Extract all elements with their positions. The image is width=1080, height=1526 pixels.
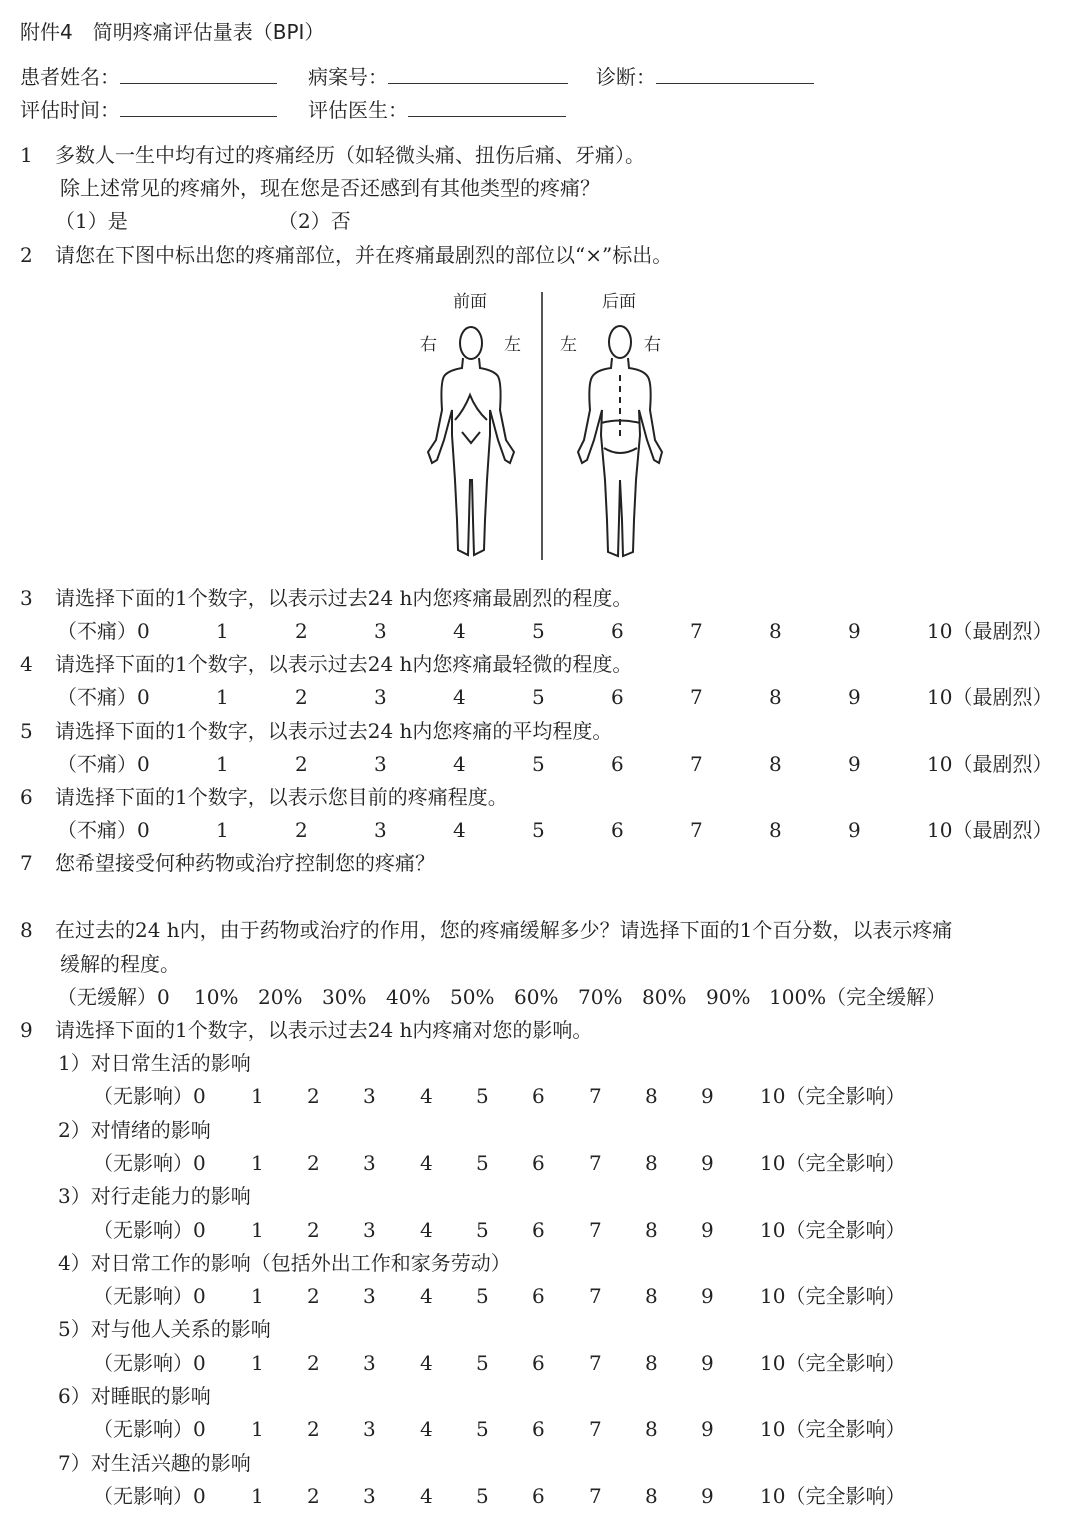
scale-option[interactable]: （无影响）0 <box>93 1351 206 1375</box>
scale-option[interactable]: 8 <box>645 1484 658 1508</box>
scale-option[interactable]: 1 <box>251 1417 264 1441</box>
scale-option[interactable]: 9 <box>848 752 861 776</box>
scale-option[interactable]: 6 <box>532 1417 545 1441</box>
scale-option[interactable]: 2 <box>307 1218 320 1242</box>
scale-option[interactable]: 6 <box>532 1284 545 1308</box>
q2-text: 请您在下图中标出您的疼痛部位，并在疼痛最剧烈的部位以“×”标出。 <box>55 243 673 267</box>
scale-option[interactable]: 10（完全影响） <box>760 1417 906 1441</box>
scale-option[interactable]: 80% <box>642 985 687 1009</box>
scale-option[interactable]: 9 <box>701 1151 714 1175</box>
scale-option[interactable]: 4 <box>420 1218 433 1242</box>
scale-option[interactable]: 60% <box>514 985 559 1009</box>
scale-option[interactable]: 30% <box>322 985 367 1009</box>
scale-option[interactable]: 1 <box>216 685 229 709</box>
scale-option[interactable]: 7 <box>589 1417 602 1441</box>
scale-option[interactable]: 7 <box>589 1284 602 1308</box>
scale-option[interactable]: （不痛）0 <box>57 752 150 776</box>
scale-option[interactable]: 2 <box>307 1417 320 1441</box>
q3-text: 请选择下面的1个数字，以表示过去24 h内您疼痛最剧烈的程度。 <box>55 586 633 610</box>
scale-option[interactable]: 20% <box>258 985 303 1009</box>
scale-option[interactable]: 2 <box>295 619 308 643</box>
scale-option[interactable]: 10（最剧烈） <box>927 818 1053 842</box>
scale-option[interactable]: 9 <box>701 1484 714 1508</box>
scale-option[interactable]: 4 <box>420 1484 433 1508</box>
scale-option[interactable]: 5 <box>532 685 545 709</box>
q9-item-label: 7）对生活兴趣的影响 <box>58 1451 251 1475</box>
scale-option[interactable]: 2 <box>307 1084 320 1108</box>
scale-option[interactable]: 8 <box>645 1218 658 1242</box>
scale-option[interactable]: 4 <box>420 1417 433 1441</box>
scale-option[interactable]: 10（完全影响） <box>760 1351 906 1375</box>
scale-option[interactable]: 5 <box>476 1351 489 1375</box>
q1-option-yes[interactable]: （1）是 <box>55 209 128 233</box>
q7-text: 您希望接受何种药物或治疗控制您的疼痛？ <box>55 851 435 875</box>
scale-option[interactable]: 2 <box>307 1284 320 1308</box>
scale-option[interactable]: 3 <box>363 1284 376 1308</box>
scale-option[interactable]: 4 <box>453 685 466 709</box>
scale-option[interactable]: 70% <box>578 985 623 1009</box>
scale-option[interactable]: 10（完全影响） <box>760 1151 906 1175</box>
q8-number: 8 <box>20 918 33 942</box>
scale-option[interactable]: 7 <box>690 685 703 709</box>
scale-option[interactable]: （不痛）0 <box>57 818 150 842</box>
q9-item-label: 1）对日常生活的影响 <box>58 1051 251 1075</box>
scale-option[interactable]: （无影响）0 <box>93 1084 206 1108</box>
back-label: 后面 <box>602 292 636 312</box>
case-number-label: 病案号： <box>308 65 388 89</box>
scale-option[interactable]: 6 <box>532 1484 545 1508</box>
scale-option[interactable]: 10（最剧烈） <box>927 752 1053 776</box>
scale-option[interactable]: 1 <box>251 1218 264 1242</box>
scale-option[interactable]: （无影响）0 <box>93 1151 206 1175</box>
q3-number: 3 <box>20 586 33 610</box>
scale-option[interactable]: 1 <box>216 752 229 776</box>
scale-option[interactable]: 3 <box>363 1351 376 1375</box>
scale-option[interactable]: 5 <box>476 1484 489 1508</box>
scale-option[interactable]: 7 <box>690 619 703 643</box>
scale-option[interactable]: 7 <box>690 752 703 776</box>
body-diagram[interactable] <box>400 280 700 570</box>
scale-option[interactable]: 9 <box>848 619 861 643</box>
scale-option[interactable]: 9 <box>701 1351 714 1375</box>
front-left-label: 左 <box>504 335 521 355</box>
scale-option[interactable]: 4 <box>453 818 466 842</box>
front-body-figure <box>428 327 514 555</box>
scale-option[interactable]: 90% <box>706 985 751 1009</box>
scale-option[interactable]: （无影响）0 <box>93 1284 206 1308</box>
scale-option[interactable]: 1 <box>216 818 229 842</box>
scale-option[interactable]: （不痛）0 <box>57 685 150 709</box>
q1-number: 1 <box>20 143 33 167</box>
scale-option[interactable]: 9 <box>848 818 861 842</box>
scale-option[interactable]: 5 <box>476 1417 489 1441</box>
scale-option[interactable]: 3 <box>363 1151 376 1175</box>
scale-option[interactable]: （无缓解）0 <box>57 985 170 1009</box>
q1-option-no[interactable]: （2）否 <box>278 209 351 233</box>
page-title: 附件4 简明疼痛评估量表（BPI） <box>20 20 325 44</box>
scale-option[interactable]: 8 <box>645 1417 658 1441</box>
patient-name-label: 患者姓名： <box>20 65 120 89</box>
scale-option[interactable]: 8 <box>769 685 782 709</box>
scale-option[interactable]: 5 <box>476 1151 489 1175</box>
scale-option[interactable]: 5 <box>476 1284 489 1308</box>
scale-option[interactable]: 5 <box>532 752 545 776</box>
scale-option[interactable]: 10（完全影响） <box>760 1484 906 1508</box>
q9-item-label: 3）对行走能力的影响 <box>58 1184 251 1208</box>
scale-option[interactable]: 8 <box>769 619 782 643</box>
scale-option[interactable]: 6 <box>532 1218 545 1242</box>
scale-option[interactable]: 9 <box>701 1417 714 1441</box>
scale-option[interactable]: 10（最剧烈） <box>927 619 1053 643</box>
scale-option[interactable]: 7 <box>589 1351 602 1375</box>
scale-option[interactable]: 7 <box>690 818 703 842</box>
scale-option[interactable]: 2 <box>295 685 308 709</box>
scale-option[interactable]: 4 <box>420 1151 433 1175</box>
scale-option[interactable]: 10（完全影响） <box>760 1084 906 1108</box>
scale-option[interactable]: 6 <box>532 1351 545 1375</box>
scale-option[interactable]: 3 <box>374 818 387 842</box>
scale-option[interactable]: 50% <box>450 985 495 1009</box>
diagnosis-field[interactable] <box>596 64 814 90</box>
scale-option[interactable]: 7 <box>589 1151 602 1175</box>
scale-option[interactable]: 6 <box>611 685 624 709</box>
scale-option[interactable]: 8 <box>645 1351 658 1375</box>
q6-text: 请选择下面的1个数字，以表示您目前的疼痛程度。 <box>55 785 508 809</box>
scale-option[interactable]: 7 <box>589 1084 602 1108</box>
scale-option[interactable]: 9 <box>701 1084 714 1108</box>
q7-number: 7 <box>20 851 33 875</box>
scale-option[interactable]: 8 <box>769 818 782 842</box>
q2-number: 2 <box>20 243 33 267</box>
scale-option[interactable]: 10% <box>194 985 239 1009</box>
scale-option[interactable]: 5 <box>532 818 545 842</box>
scale-option[interactable]: 5 <box>532 619 545 643</box>
scale-option[interactable]: 8 <box>645 1284 658 1308</box>
front-right-label: 右 <box>420 335 437 355</box>
scale-option[interactable]: 2 <box>307 1484 320 1508</box>
scale-option[interactable]: 1 <box>251 1351 264 1375</box>
scale-option[interactable]: 1 <box>251 1484 264 1508</box>
scale-option[interactable]: 3 <box>363 1484 376 1508</box>
scale-option[interactable]: （无影响）0 <box>93 1417 206 1441</box>
scale-option[interactable]: 7 <box>589 1484 602 1508</box>
scale-option[interactable]: 10（完全影响） <box>760 1284 906 1308</box>
scale-option[interactable]: （无影响）0 <box>93 1484 206 1508</box>
scale-option[interactable]: 40% <box>386 985 431 1009</box>
diagnosis-label: 诊断： <box>596 65 656 89</box>
scale-option[interactable]: 9 <box>701 1218 714 1242</box>
q9-item-label: 4）对日常工作的影响（包括外出工作和家务劳动） <box>58 1251 511 1275</box>
scale-option[interactable]: 6 <box>611 619 624 643</box>
scale-option[interactable]: 6 <box>532 1084 545 1108</box>
scale-option[interactable]: 1 <box>251 1084 264 1108</box>
scale-option[interactable]: 1 <box>251 1151 264 1175</box>
scale-option[interactable]: 8 <box>645 1151 658 1175</box>
eval-time-field[interactable] <box>20 97 277 123</box>
front-label: 前面 <box>453 292 487 312</box>
q9-item-label: 2）对情绪的影响 <box>58 1118 211 1142</box>
back-right-label: 右 <box>644 335 661 355</box>
scale-option[interactable]: 6 <box>611 752 624 776</box>
scale-option[interactable]: 3 <box>363 1417 376 1441</box>
q4-text: 请选择下面的1个数字，以表示过去24 h内您疼痛最轻微的程度。 <box>55 652 633 676</box>
scale-option[interactable]: 2 <box>295 752 308 776</box>
scale-option[interactable]: 3 <box>374 752 387 776</box>
scale-option[interactable]: 8 <box>645 1084 658 1108</box>
scale-option[interactable]: 9 <box>701 1284 714 1308</box>
q8-text-continued: 缓解的程度。 <box>60 952 180 976</box>
q9-text: 请选择下面的1个数字，以表示过去24 h内疼痛对您的影响。 <box>55 1018 593 1042</box>
q8-text: 在过去的24 h内，由于药物或治疗的作用，您的疼痛缓解多少？请选择下面的1个百分数，以表示疼痛 <box>55 918 953 942</box>
scale-option[interactable]: （不痛）0 <box>57 619 150 643</box>
patient-name-field[interactable] <box>20 64 277 90</box>
case-number-field[interactable] <box>308 64 568 90</box>
scale-option[interactable]: 5 <box>476 1218 489 1242</box>
eval-doctor-label: 评估医生： <box>308 98 408 122</box>
scale-option[interactable]: 2 <box>307 1351 320 1375</box>
eval-time-label: 评估时间： <box>20 98 120 122</box>
scale-option[interactable]: 2 <box>295 818 308 842</box>
eval-doctor-field[interactable] <box>308 97 566 123</box>
scale-option[interactable]: 1 <box>251 1284 264 1308</box>
scale-option[interactable]: 10（最剧烈） <box>927 685 1053 709</box>
scale-option[interactable]: 3 <box>363 1084 376 1108</box>
scale-option[interactable]: 3 <box>363 1218 376 1242</box>
scale-option[interactable]: 9 <box>848 685 861 709</box>
scale-option[interactable]: 4 <box>420 1284 433 1308</box>
scale-option[interactable]: 4 <box>453 752 466 776</box>
scale-option[interactable]: 4 <box>420 1351 433 1375</box>
scale-option[interactable]: 5 <box>476 1084 489 1108</box>
scale-option[interactable]: 10（完全影响） <box>760 1218 906 1242</box>
scale-option[interactable]: 4 <box>420 1084 433 1108</box>
back-body-figure <box>578 326 662 556</box>
q1-question: 除上述常见的疼痛外，现在您是否还感到有其他类型的疼痛？ <box>60 176 600 200</box>
q9-item-label: 5）对与他人关系的影响 <box>58 1317 271 1341</box>
q9-number: 9 <box>20 1018 33 1042</box>
back-left-label: 左 <box>560 335 577 355</box>
scale-option[interactable]: 3 <box>374 619 387 643</box>
q1-text: 多数人一生中均有过的疼痛经历（如轻微头痛、扭伤后痛、牙痛）。 <box>55 143 645 167</box>
q9-item-label: 6）对睡眠的影响 <box>58 1384 211 1408</box>
scale-option[interactable]: 6 <box>532 1151 545 1175</box>
scale-option[interactable]: （无影响）0 <box>93 1218 206 1242</box>
q4-number: 4 <box>20 652 33 676</box>
scale-option[interactable]: 4 <box>453 619 466 643</box>
scale-option[interactable]: 1 <box>216 619 229 643</box>
q5-text: 请选择下面的1个数字，以表示过去24 h内您疼痛的平均程度。 <box>55 719 613 743</box>
scale-option[interactable]: 8 <box>769 752 782 776</box>
q5-number: 5 <box>20 719 33 743</box>
scale-option[interactable]: 2 <box>307 1151 320 1175</box>
scale-option[interactable]: 6 <box>611 818 624 842</box>
scale-option[interactable]: 7 <box>589 1218 602 1242</box>
scale-option[interactable]: 100%（完全缓解） <box>769 985 947 1009</box>
scale-option[interactable]: 3 <box>374 685 387 709</box>
q6-number: 6 <box>20 785 33 809</box>
